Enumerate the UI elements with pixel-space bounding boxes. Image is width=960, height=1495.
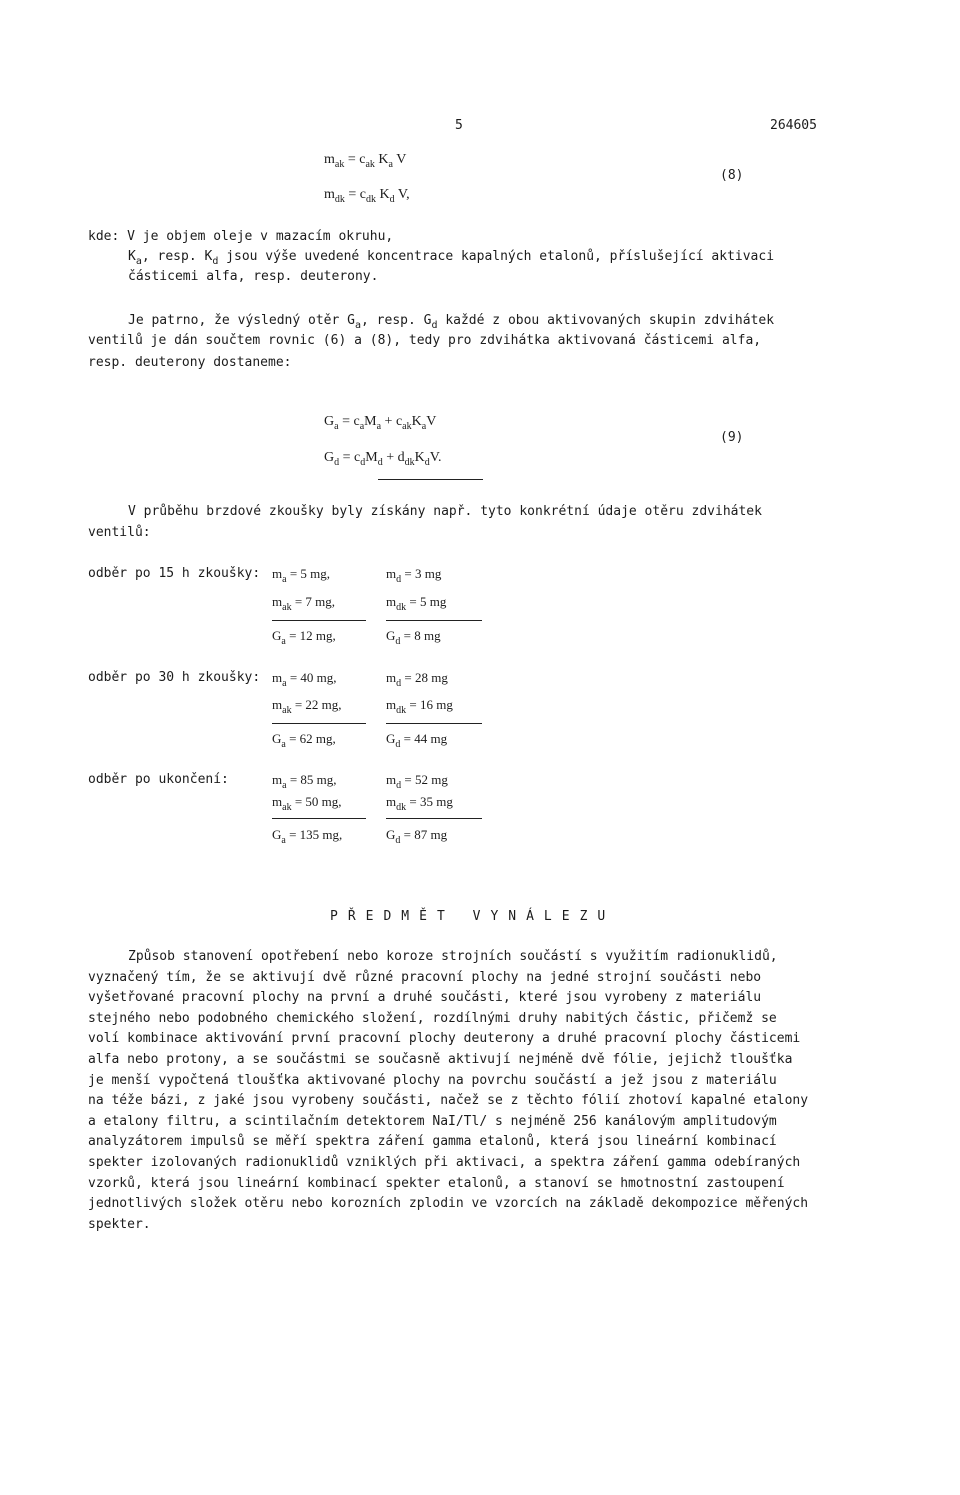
claims-line: Způsob stanovení opotřebení nebo koroze strojních součástí s využitím radionuklidů, bbox=[128, 949, 778, 964]
sum-rule bbox=[386, 818, 482, 819]
intro-line-1: Je patrno, že výsledný otěr $G_a$, resp. $G_d$ každé z obou aktivovaných skupin zdvihátek bbox=[128, 313, 775, 331]
measurement-md: $m_d = 3$ mg bbox=[386, 566, 442, 585]
document-number: 264605 bbox=[770, 118, 817, 133]
results-intro-line-2: ventilů: bbox=[88, 525, 151, 540]
sum-rule bbox=[272, 818, 366, 819]
claims-line: je menší vypočtená tloušťka aktivované plochy na povrchu součástí a jež jsou z materiálu bbox=[88, 1072, 777, 1088]
intro-line-2: ventilů je dán součtem rovnic (6) a (8), tedy pro zdvihátka aktivovaná částicemi alfa, bbox=[88, 333, 762, 348]
measurement-ma: $m_a = 5$ mg, bbox=[272, 566, 331, 585]
measurement-mdk: $m_{dk} = 16$ mg bbox=[386, 697, 453, 716]
kde-line-3: částicemi alfa, resp. deuterony. bbox=[128, 269, 379, 284]
measurement-gd: $G_d = 8$ mg bbox=[386, 628, 441, 647]
claims-line: spekter izolovaných radionuklidů vzniklých při aktivaci, a spektra záření gamma odebíraných bbox=[88, 1154, 801, 1170]
measurement-ma: $m_a = 40$ mg, bbox=[272, 670, 337, 689]
results-intro-line-1: V průběhu brzdové zkoušky byly získány např. tyto konkrétní údaje otěru zdvihátek bbox=[128, 504, 762, 519]
equation-8-line-1: $m_{ak} = c_{ak}$ $K_a$ V bbox=[324, 152, 407, 170]
claims-line: volí kombinace aktivování první pracovní plochy deuterony a druhé pracovní plochy částicemi bbox=[88, 1031, 801, 1047]
measurement-label: odběr po 15 h zkoušky: bbox=[88, 566, 261, 581]
measurement-mdk: $m_{dk} = 35$ mg bbox=[386, 794, 453, 813]
claims-line: alfa nebo protony, a se součástmi se současně aktivují nejméně dvě fólie, jejichž tloušťka bbox=[88, 1051, 793, 1067]
equation-9-line-2: $G_d = c_dM_d + d_{dk}K_dV$. bbox=[324, 450, 442, 468]
sum-rule bbox=[386, 723, 482, 724]
equation-9-line-1: $G_a = c_aM_a + c_{ak}K_aV$ bbox=[324, 414, 437, 432]
measurement-mak: $m_{ak} = 7$ mg, bbox=[272, 594, 336, 613]
claims-line: vyšetřované pracovní plochy na první a druhé součásti, které jsou vyrobeny z materiálu bbox=[88, 990, 762, 1006]
measurement-ga: $G_a = 12$ mg, bbox=[272, 628, 336, 647]
sum-rule bbox=[272, 723, 366, 724]
sum-rule bbox=[272, 620, 366, 621]
measurement-label: odběr po 30 h zkoušky: bbox=[88, 670, 261, 685]
page-number: 5 bbox=[455, 118, 463, 133]
measurement-gd: $G_d = 44$ mg bbox=[386, 731, 448, 750]
claims-line: na téže bázi, z jaké jsou vyrobeny součásti, načež se z těchto fólií zhotoví kapalné etalony bbox=[88, 1093, 809, 1109]
claims-title: PŘEDMĚT VYNÁLEZU bbox=[330, 909, 616, 924]
claims-line: spekter. bbox=[88, 1216, 151, 1232]
equation-8-label: (8) bbox=[720, 168, 744, 183]
measurement-ma: $m_a = 85$ mg, bbox=[272, 772, 337, 791]
claims-line: stejného nebo podobného chemického složení, rozdílnými druhy nabitých částic, přičemž se bbox=[88, 1010, 777, 1026]
measurement-mak: $m_{ak} = 22$ mg, bbox=[272, 697, 342, 716]
measurement-mdk: $m_{dk} = 5$ mg bbox=[386, 594, 447, 613]
equation-9-underline bbox=[378, 479, 483, 480]
kde-line-2: $K_a$, resp. $K_d$ jsou výše uvedené koncentrace kapalných etalonů, příslušející aktivaci bbox=[128, 249, 775, 267]
claims-body bbox=[88, 947, 808, 1235]
equation-9-label: (9) bbox=[720, 430, 744, 445]
kde-line-1: kde: V je objem oleje v mazacím okruhu, bbox=[88, 229, 394, 244]
claims-line: vyznačený tím, že se aktivují dvě různé pracovní plochy na jedné strojní součásti nebo bbox=[88, 969, 762, 985]
measurement-ga: $G_a = 62$ mg, bbox=[272, 731, 336, 750]
measurement-mak: $m_{ak} = 50$ mg, bbox=[272, 794, 342, 813]
claims-line: a etalony filtru, a scintilačním detektorem NaI/Tl/ s nejméně 256 kanálovým amplitudovým bbox=[88, 1113, 777, 1129]
measurement-md: $m_d = 52$ mg bbox=[386, 772, 448, 791]
claims-line: analyzátorem impulsů se měří spektra záření gamma etalonů, která jsou lineární kombinací bbox=[88, 1134, 777, 1150]
measurement-md: $m_d = 28$ mg bbox=[386, 670, 448, 689]
claims-line: vzorků, která jsou lineární kombinací spekter etalonů, a stanoví se hmotnostní zastoupení bbox=[88, 1175, 785, 1191]
measurement-label: odběr po ukončení: bbox=[88, 772, 229, 787]
equation-8-line-2: $m_{dk} = c_{dk}$ $K_d$ V, bbox=[324, 187, 410, 205]
sum-rule bbox=[386, 620, 482, 621]
intro-line-3: resp. deuterony dostaneme: bbox=[88, 355, 292, 370]
measurement-ga: $G_a = 135$ mg, bbox=[272, 827, 343, 846]
measurement-gd: $G_d = 87$ mg bbox=[386, 827, 448, 846]
claims-line: jednotlivých složek otěru nebo korozních zplodin ve vzorcích na základě dekompozice měřených bbox=[88, 1196, 809, 1212]
